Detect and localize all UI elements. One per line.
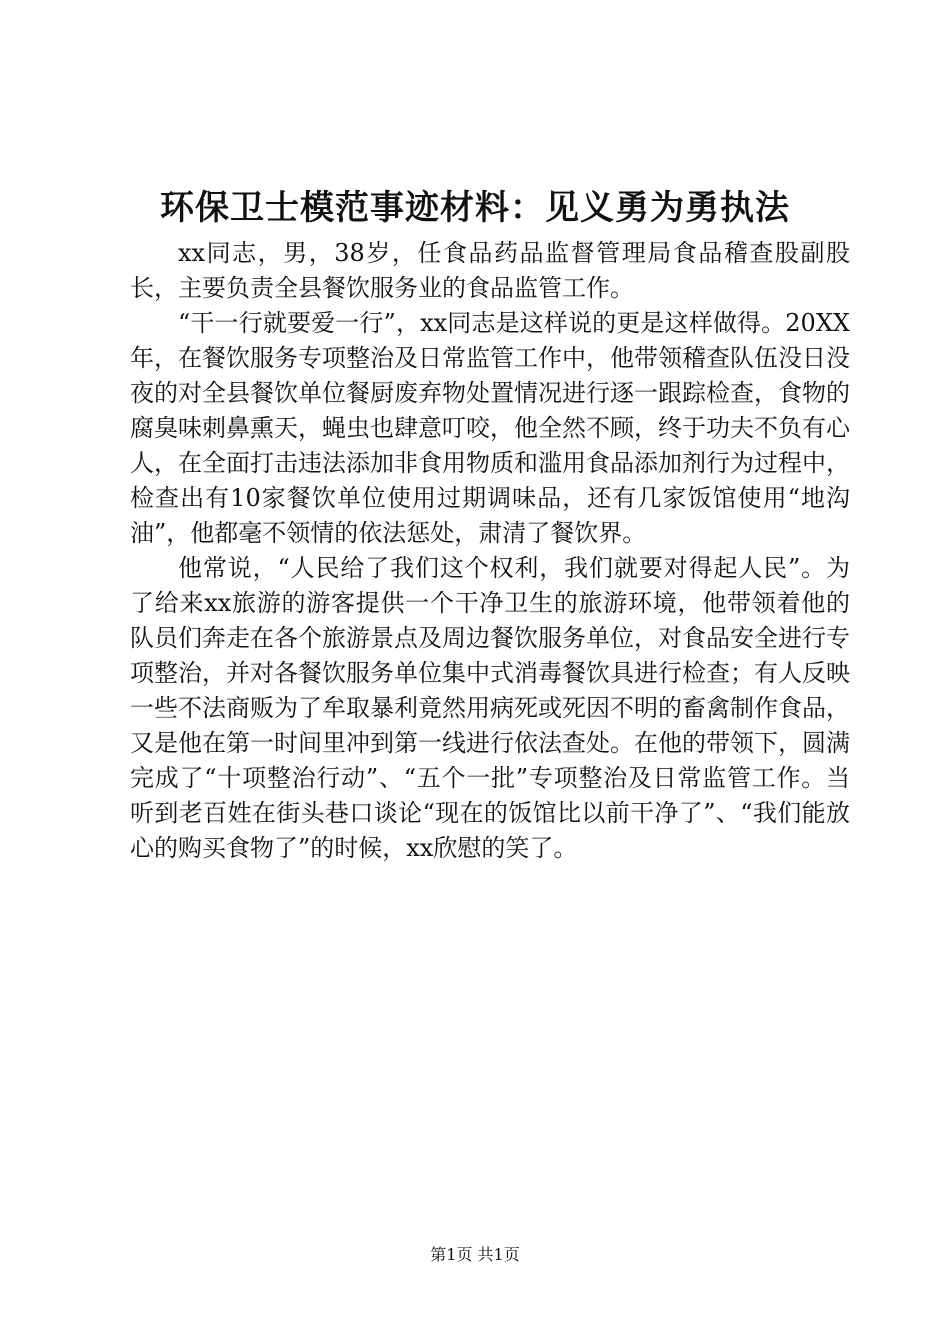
page-footer: 第1页 共1页	[430, 1245, 520, 1264]
paragraph-2: “干一行就要爱一行”，xx同志是这样说的更是这样做得。20XX年，在餐饮服务专项整治及日常监管工作中，他带领稽查队伍没日没夜的对全县餐饮单位餐厨废弃物处置情况进行逐一跟踪检查，食物的腐臭味刺鼻熏天，蝇虫也肆意叮咬，他全然不顾，终于功夫不负有心人，在全面打击违法添加非食用物质和滥用食品添加剂行为过程中，检查出有10家餐饮单位使用过期调味品，还有几家饭馆使用“地沟油”，他都毫不领情的依法惩处，肃清了餐饮界。	[130, 309, 850, 547]
paragraph-3: 他常说，“人民给了我们这个权利，我们就要对得起人民”。为了给来xx旅游的游客提供一个干净卫生的旅游环境，他带领着他的队员们奔走在各个旅游景点及周边餐饮服务单位，对食品安全进行专项整治，并对各餐饮服务单位集中式消毒餐饮具进行检查；有人反映一些不法商贩为了牟取暴利竟然用病死或死因不明的畜禽制作食品，又是他在第一时间里冲到第一线进行依法查处。在他的带领下，圆满完成了“十项整治行动”、“五个一批”专项整治及日常监管工作。当听到老百姓在街头巷口谈论“现在的饭馆比以前干净了”、“我们能放心的购买食物了”的时候，xx欣慰的笑了。	[130, 554, 850, 862]
document-title: 环保卫士模范事迹材料：见义勇为勇执法	[160, 188, 790, 228]
document-body	[130, 236, 850, 866]
paragraph-1: xx同志，男，38岁，任食品药品监督管理局食品稽查股副股长，主要负责全县餐饮服务业的食品监管工作。	[130, 239, 850, 302]
